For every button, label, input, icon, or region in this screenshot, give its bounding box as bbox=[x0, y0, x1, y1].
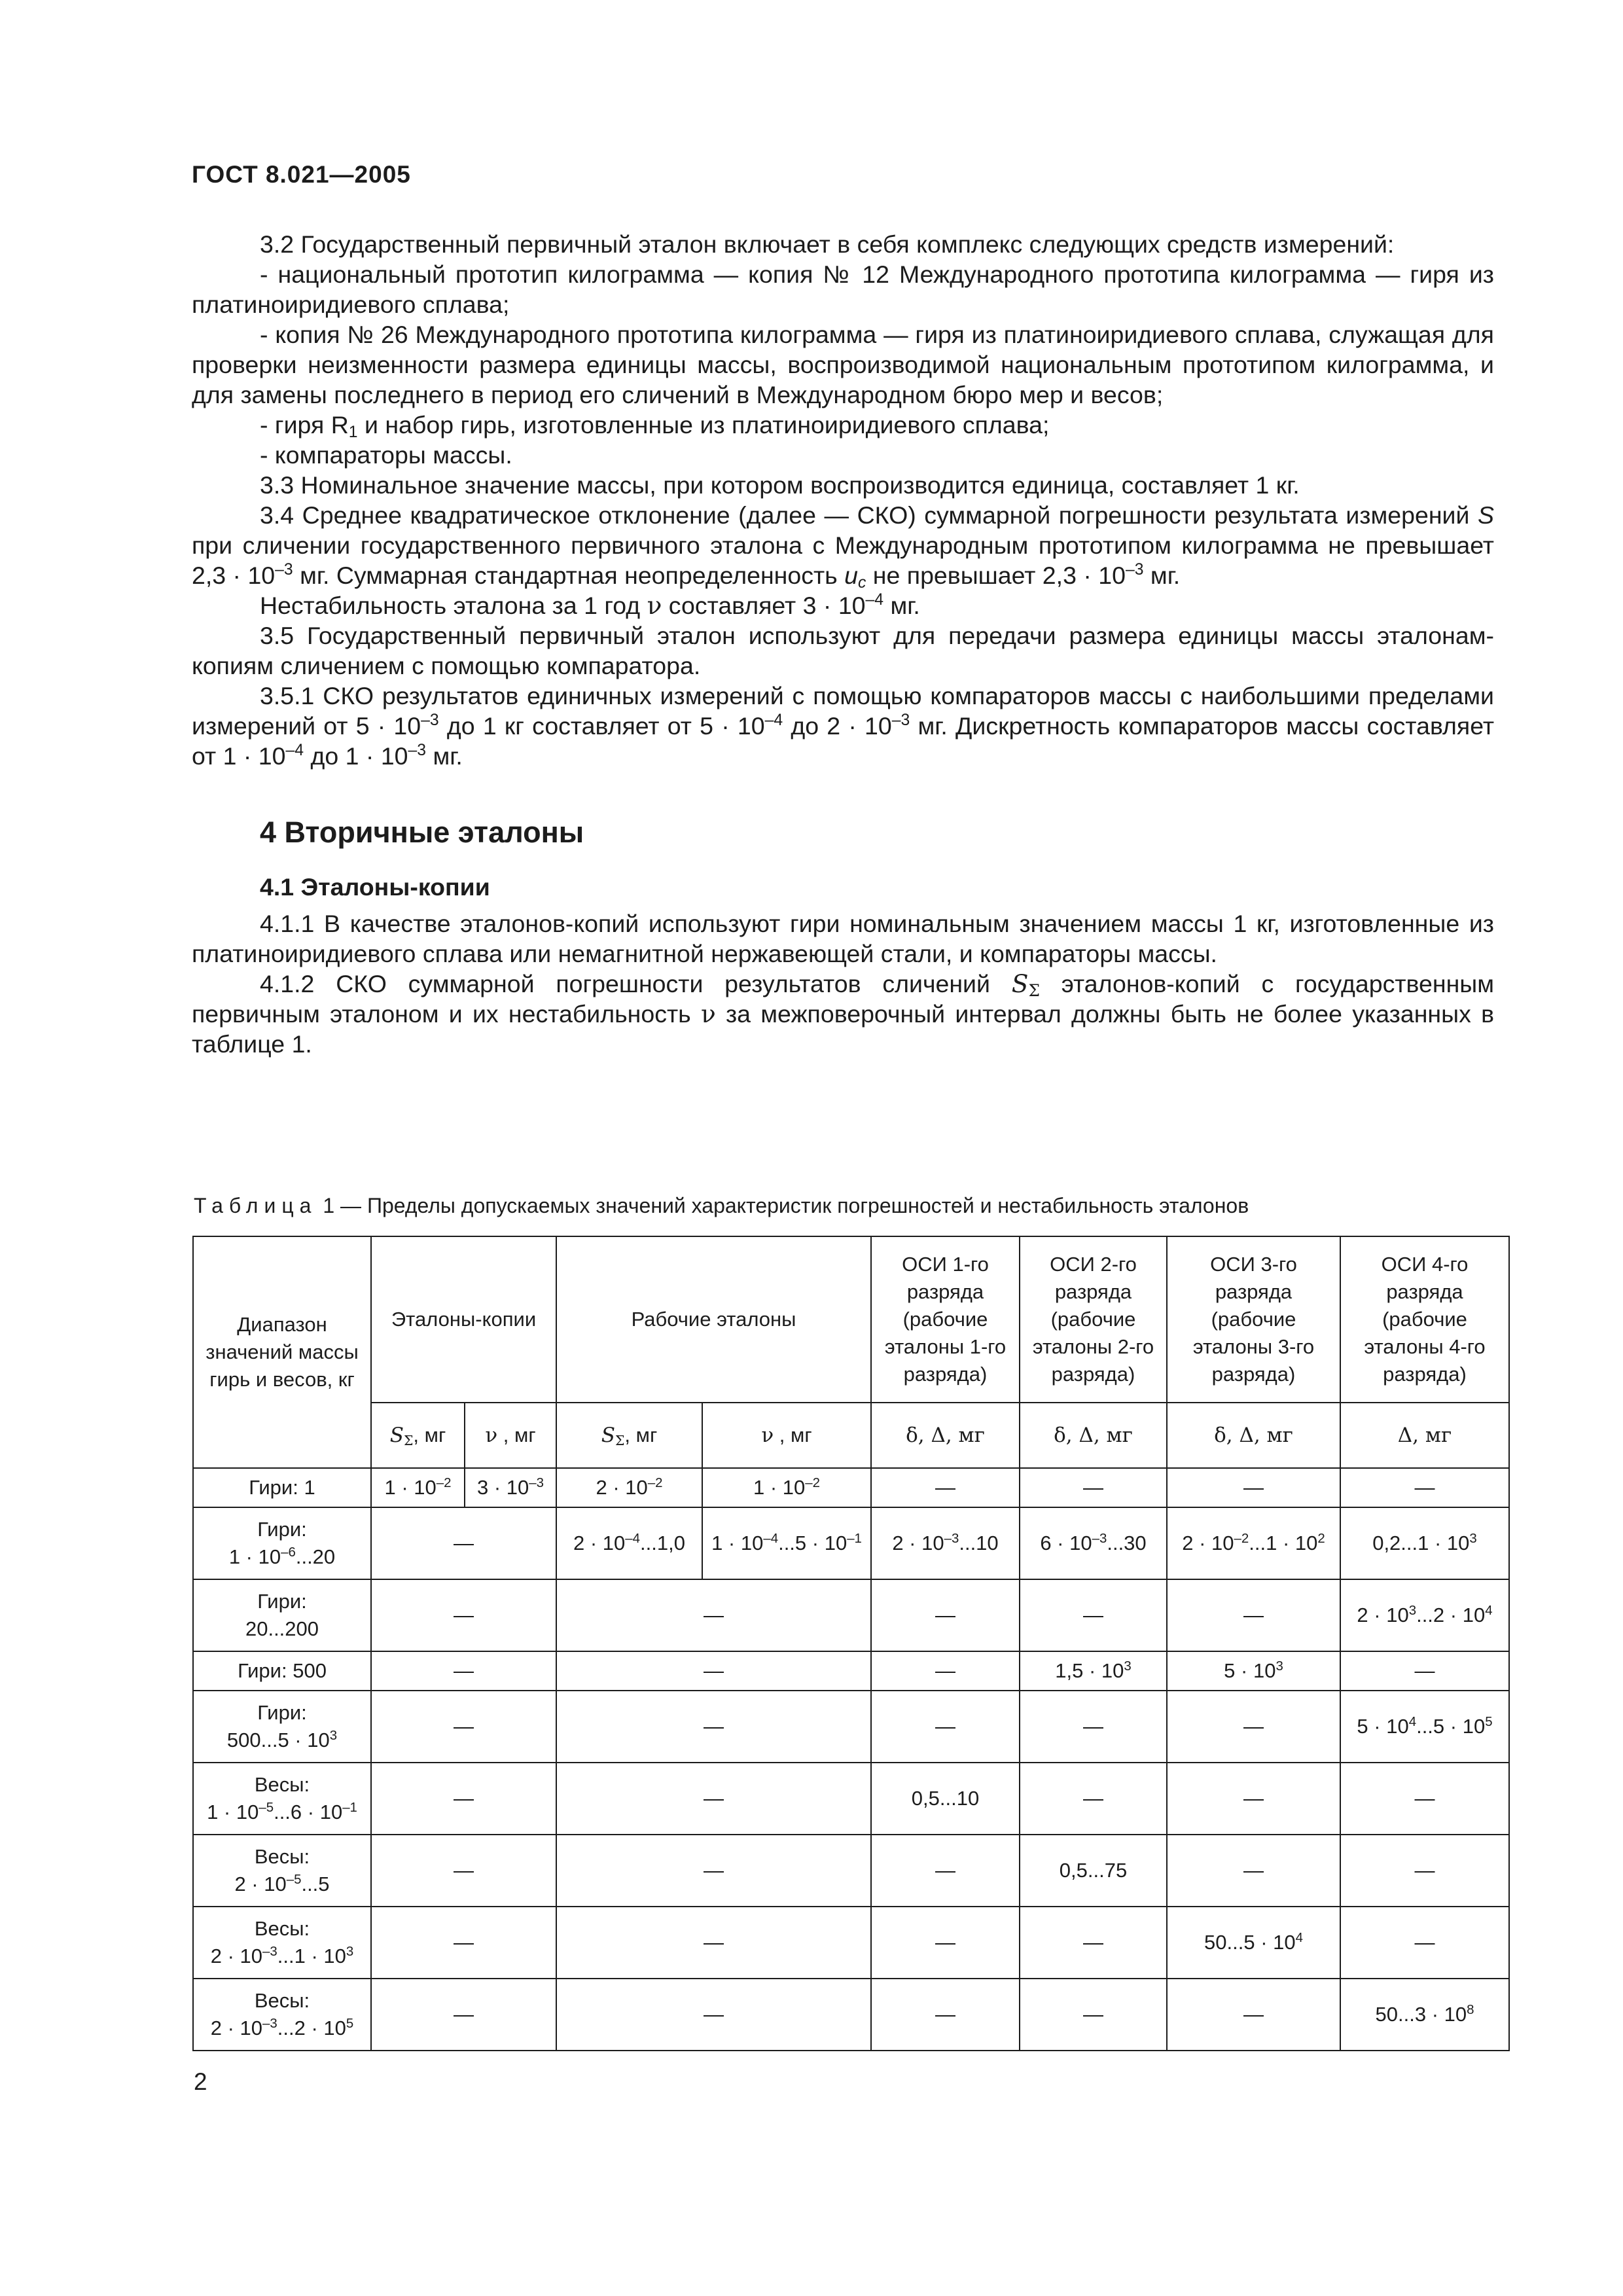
page-number: 2 bbox=[194, 2068, 207, 2095]
unit-delta: δ, Δ, мг bbox=[1167, 1403, 1340, 1468]
header-osi-3: ОСИ 3-го разряда (рабочие эталоны 3-го разряда) bbox=[1167, 1236, 1340, 1403]
table-cell: $2 \cdot 10^{-2}$ bbox=[556, 1468, 702, 1507]
table-cell: — bbox=[871, 1979, 1020, 2051]
row-label: Весы: $2 \cdot 10^{-3}...2 \cdot 10^5$ bbox=[193, 1979, 371, 2051]
table-cell: — bbox=[371, 1651, 556, 1691]
table-cell: $2 \cdot 10^3...2 \cdot 10^4$ bbox=[1340, 1579, 1509, 1651]
table-cell: — bbox=[371, 1691, 556, 1763]
para-3-2: 3.2 Государственный первичный эталон включает в себя комплекс следующих средств измерений: bbox=[260, 230, 1395, 258]
row-label: Гири: $500...5 \cdot 10^3$ bbox=[193, 1691, 371, 1763]
table-cell: 0,5...10 bbox=[871, 1763, 1020, 1835]
unit-delta: δ, Δ, мг bbox=[1020, 1403, 1167, 1468]
list-item: - национальный прототип килограмма — копия № 12 Международного прототипа килограмма — гиря из платиноиридиевого сплава; bbox=[192, 260, 1494, 318]
para-3-3: 3.3 Номинальное значение массы, при котором воспроизводится единица, составляет 1 кг. bbox=[260, 471, 1300, 499]
table-cell: $2 \cdot 10^{-4}...1,0$ bbox=[556, 1507, 702, 1579]
unit-nu: ν , мг bbox=[465, 1403, 556, 1468]
unit-s-sigma: $S_\Sigma$, мг bbox=[556, 1403, 702, 1468]
header-standard-copies: Эталоны-копии bbox=[371, 1236, 556, 1403]
table-cell: $3 \cdot 10^{-3}$ bbox=[465, 1468, 556, 1507]
body-text bbox=[192, 229, 1494, 1059]
table-cell: $1,5 \cdot 10^3$ bbox=[1020, 1651, 1167, 1691]
table-cell: — bbox=[1340, 1651, 1509, 1691]
table-cell: — bbox=[1340, 1468, 1509, 1507]
table-cell: — bbox=[871, 1468, 1020, 1507]
table-cell: — bbox=[1020, 1763, 1167, 1835]
unit-delta: δ, Δ, мг bbox=[871, 1403, 1020, 1468]
list-item: - гиря $R_1$ и набор гирь, изготовленные из платиноиридиевого сплава; bbox=[260, 411, 1050, 442]
para-3-4: 3.4 Среднее квадратическое отклонение (далее — СКО) суммарной погрешности результата измерений S при сличении государственного первичного эталона с Международным прототипом килограмма не превышает $2,3 \cdot 10^{-3}$ мг. Суммарная стандартная неопределенность $u_c$ не превышает $2,3 \cdot 10^{-3}$ мг. bbox=[192, 501, 1494, 592]
header-working-standards: Рабочие эталоны bbox=[556, 1236, 871, 1403]
para-3-5: 3.5 Государственный первичный эталон используют для передачи размера единицы массы эталонам-копиям сличением с помощью компаратора. bbox=[192, 622, 1494, 679]
table-cell: 0,5...75 bbox=[1020, 1835, 1167, 1907]
table-cell: $5 \cdot 10^4...5 \cdot 10^5$ bbox=[1340, 1691, 1509, 1763]
table-cell: — bbox=[871, 1907, 1020, 1979]
table-cell: — bbox=[1340, 1907, 1509, 1979]
table-row bbox=[193, 1468, 1509, 1507]
table-cell: $2 \cdot 10^{-3}...10$ bbox=[871, 1507, 1020, 1579]
table-row bbox=[193, 1579, 1509, 1651]
para-3-5-1: 3.5.1 СКО результатов единичных измерений с помощью компараторов массы с наибольшими пределами измерений от $5 \cdot 10^{-3}$ до 1 кг составляет от $5 \cdot 10^{-4}$ до $2 \cdot 10^{-3}$ мг. Дискретность компараторов массы составляет от $1 \cdot 10^{-4}$ до $1 \cdot 10^{-3}$ мг. bbox=[192, 682, 1495, 770]
row-label: Гири: 1 bbox=[193, 1468, 371, 1507]
row-label: Гири: 20...200 bbox=[193, 1579, 371, 1651]
table-cell: — bbox=[371, 1979, 556, 2051]
table-cell: $2 \cdot 10^{-2}...1 \cdot 10^2$ bbox=[1167, 1507, 1340, 1579]
table-cell: — bbox=[1340, 1763, 1509, 1835]
header-range: Диапазон значений массы гирь и весов, кг bbox=[193, 1236, 371, 1468]
header-osi-4: ОСИ 4-го разряда (рабочие эталоны 4-го разряда) bbox=[1340, 1236, 1509, 1403]
table-cell: — bbox=[871, 1835, 1020, 1907]
row-label: Гири: $1 \cdot 10^{-6}...20$ bbox=[193, 1507, 371, 1579]
document-header: ГОСТ 8.021—2005 bbox=[192, 161, 411, 188]
table-cell: — bbox=[1020, 1579, 1167, 1651]
table-cell: $50...3 \cdot 10^8$ bbox=[1340, 1979, 1509, 2051]
para-4-1-1: 4.1.1 В качестве эталонов-копий используют гири номинальным значением массы 1 кг, изготовленные из платиноиридиевого сплава или немагнитной нержавеющей стали, и компараторы массы. bbox=[192, 910, 1494, 967]
section-heading: 4 Вторичные эталоны bbox=[260, 816, 584, 849]
row-label: Весы: $1 \cdot 10^{-5}...6 \cdot 10^{-1}$ bbox=[193, 1763, 371, 1835]
para-instability: Нестабильность эталона за 1 год ν составляет $3 \cdot 10^{-4}$ мг. bbox=[260, 591, 920, 620]
row-label: Весы: $2 \cdot 10^{-5}...5$ bbox=[193, 1835, 371, 1907]
unit-nu: ν , мг bbox=[702, 1403, 871, 1468]
unit-delta: Δ, мг bbox=[1340, 1403, 1509, 1468]
table-cell: — bbox=[871, 1651, 1020, 1691]
table-row bbox=[193, 1691, 1509, 1763]
table-1 bbox=[192, 1236, 1510, 2051]
table-cell: — bbox=[371, 1579, 556, 1651]
table-cell: $6 \cdot 10^{-3}...30$ bbox=[1020, 1507, 1167, 1579]
table-cell: — bbox=[1020, 1907, 1167, 1979]
table-row bbox=[193, 1507, 1509, 1579]
table-cell: — bbox=[556, 1835, 871, 1907]
table-row bbox=[193, 1907, 1509, 1979]
table-cell: $1 \cdot 10^{-2}$ bbox=[702, 1468, 871, 1507]
table-row bbox=[193, 1835, 1509, 1907]
table-cell: — bbox=[371, 1763, 556, 1835]
table-cell: $1 \cdot 10^{-2}$ bbox=[371, 1468, 465, 1507]
table-cell: — bbox=[556, 1763, 871, 1835]
table-cell: — bbox=[556, 1651, 871, 1691]
table-row bbox=[193, 1651, 1509, 1691]
list-item: - компараторы массы. bbox=[260, 441, 512, 469]
table-cell: — bbox=[1020, 1979, 1167, 2051]
table-cell: $50...5 \cdot 10^4$ bbox=[1167, 1907, 1340, 1979]
table-cell: — bbox=[1167, 1763, 1340, 1835]
row-label: Гири: 500 bbox=[193, 1651, 371, 1691]
para-4-1-2: 4.1.2 СКО суммарной погрешности результатов сличений $S_\Sigma$ эталонов-копий с государственным первичным эталоном и их нестабильность ν за межповерочный интервал должны быть не более указанных в таблице 1. bbox=[192, 969, 1495, 1058]
table-cell: — bbox=[556, 1691, 871, 1763]
table-cell: — bbox=[1167, 1468, 1340, 1507]
table-cell: — bbox=[1167, 1979, 1340, 2051]
table-cell: — bbox=[371, 1507, 556, 1579]
unit-s-sigma: $S_\Sigma$, мг bbox=[371, 1403, 465, 1468]
table-cell: — bbox=[871, 1691, 1020, 1763]
row-label: Весы: $2 \cdot 10^{-3}...1 \cdot 10^3$ bbox=[193, 1907, 371, 1979]
table-cell: — bbox=[556, 1979, 871, 2051]
table-cell: — bbox=[1020, 1691, 1167, 1763]
header-osi-1: ОСИ 1-го разряда (рабочие эталоны 1-го разряда) bbox=[871, 1236, 1020, 1403]
table-cell: — bbox=[1020, 1468, 1167, 1507]
table-cell: — bbox=[1167, 1835, 1340, 1907]
table-cell: — bbox=[1340, 1835, 1509, 1907]
table-cell: — bbox=[556, 1579, 871, 1651]
subsection-heading: 4.1 Эталоны-копии bbox=[260, 873, 490, 901]
table-cell: — bbox=[371, 1907, 556, 1979]
table-cell: — bbox=[556, 1907, 871, 1979]
table-cell: — bbox=[1167, 1691, 1340, 1763]
table-cell: — bbox=[871, 1579, 1020, 1651]
table-cell: $1 \cdot 10^{-4}...5 \cdot 10^{-1}$ bbox=[702, 1507, 871, 1579]
table-cell: $5 \cdot 10^3$ bbox=[1167, 1651, 1340, 1691]
table-cell: — bbox=[371, 1835, 556, 1907]
header-osi-2: ОСИ 2-го разряда (рабочие эталоны 2-го разряда) bbox=[1020, 1236, 1167, 1403]
table-row bbox=[193, 1763, 1509, 1835]
table-caption: Таблица 1 — Пределы допускаемых значений характеристик погрешностей и нестабильность эталонов bbox=[194, 1194, 1249, 1217]
list-item: - копия № 26 Международного прототипа килограмма — гиря из платиноиридиевого сплава, служащая для проверки неизменности размера единицы массы, воспроизводимой национальным прототипом килограмма, и для замены последнего в период его сличений в Международном бюро мер и весов; bbox=[192, 321, 1494, 408]
table-cell: $0,2...1 \cdot 10^3$ bbox=[1340, 1507, 1509, 1579]
table-cell: — bbox=[1167, 1579, 1340, 1651]
table-row bbox=[193, 1979, 1509, 2051]
